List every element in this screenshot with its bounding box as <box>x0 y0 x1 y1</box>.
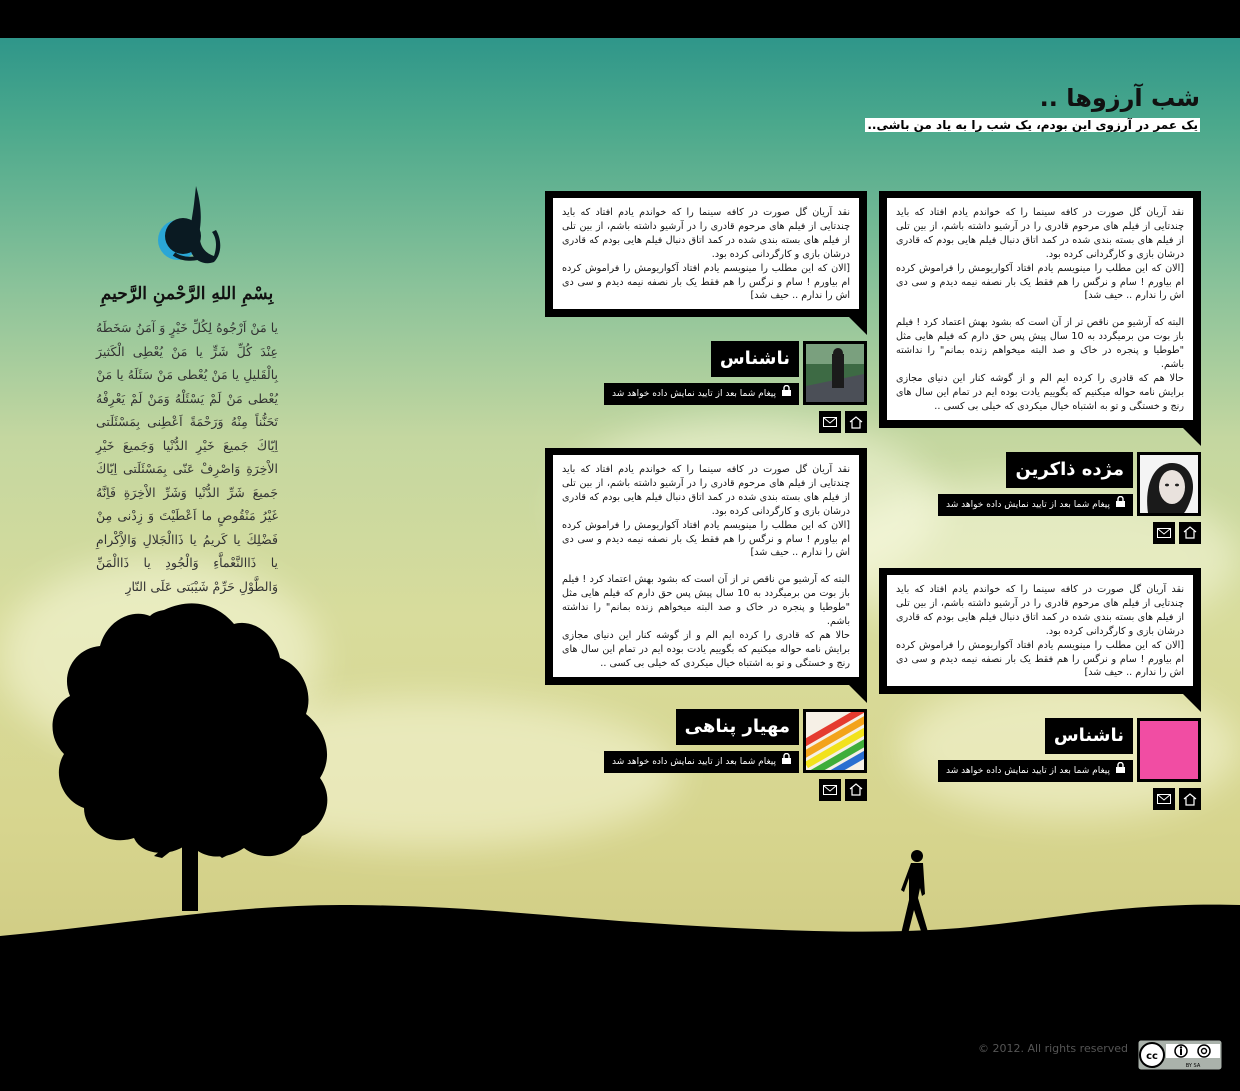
basmala-heading: بِسْمِ اللهِ الرَّحْمنِ الرَّحیمِ <box>100 284 274 304</box>
comment-actions <box>819 779 867 801</box>
comment-body <box>553 198 859 309</box>
notice-text: پیغام شما بعد از تایید نمایش داده خواهد شد <box>946 499 1110 510</box>
site-subtitle: یک عمر در آرزوی این بودم، یک شب را به یاد من باشی.. <box>867 118 1198 132</box>
comment-paragraph: حالا هم که قادری را کرده ایم الم و از گوشه کنار این دنیای مجازی برایش نامه حواله میکنیم که بگوییم یادت بوده ایم در تمام این سال های رنج و خستگی و تو به اشتباه خیال میکردی که خیلی بی کسی .. <box>896 372 1184 412</box>
comment-paragraph: نقد آریان گل صورت در کافه سینما را که خواندم یادم افتاد که باید چندتایی از فیلم های مرحوم قادری را در آرشیو داشته باشم، از بین تلی از فیلم های بسته بندی شده در کمد اتاق دنبال فیلم هایی بودم که قادری درشان بازی و کارگردانی کرده بود. <box>562 464 850 517</box>
comment-bubble <box>545 448 867 685</box>
creative-commons-badge[interactable] <box>1138 1040 1222 1070</box>
comment-paragraph: حالا هم که قادری را کرده ایم الم و از گوشه کنار این دنیای مجازی برایش نامه حواله میکنیم که بگوییم یادت بوده ایم در تمام این سال های رنج و خستگی و تو به اشتباه خیال میکردی که خیلی بی کسی .. <box>562 629 850 669</box>
comment-paragraph: [الان که این مطلب را مینویسم یادم افتاد آکواریومش را فراموش کرده ام بیاورم ! سام و نرگس را هم فقط یک بار نصفه نیمه دیدم و سی دی اش را ندارم .. حیف شد] <box>562 519 850 559</box>
comment-card <box>545 448 867 801</box>
avatar[interactable] <box>803 341 867 405</box>
lock-icon <box>1116 494 1125 516</box>
comment-bubble <box>879 568 1201 694</box>
avatar[interactable] <box>1137 718 1201 782</box>
moderation-notice <box>938 760 1133 782</box>
comment-bubble <box>545 191 867 317</box>
comment-actions <box>1153 522 1201 544</box>
comment-card <box>545 191 867 433</box>
comment-bubble <box>879 191 1201 428</box>
comment-actions <box>819 411 867 433</box>
bubble-tail <box>1183 428 1201 446</box>
comment-card <box>879 191 1201 544</box>
lock-icon <box>782 383 791 405</box>
comment-meta <box>879 718 1201 810</box>
author-name[interactable]: مهیار پناهی <box>676 709 799 745</box>
email-icon[interactable] <box>1153 788 1175 810</box>
moderation-notice <box>604 383 799 405</box>
bubble-tail <box>849 317 867 335</box>
home-icon[interactable] <box>1179 522 1201 544</box>
comment-body <box>553 455 859 677</box>
comment-body <box>887 198 1193 420</box>
notice-text: پیغام شما بعد از تایید نمایش داده خواهد شد <box>946 766 1110 777</box>
tree-silhouette <box>44 596 344 916</box>
avatar[interactable] <box>1137 452 1201 516</box>
site-title[interactable]: شب آرزوها .. <box>1039 84 1200 112</box>
prayer-text: یا مَنْ اَرْجُوهُ لِكُلِّ خَیْرٍ وَ آمَنُ سَخَطَهُ عِنْدَ كُلِّ شَرٍّ یا مَنْ یُعْطِی الْكَثیرَ بِالْقَلیلِ یا مَنْ یُعْطی مَنْ سَئَلَهُ یا مَنْ یُعْطی مَنْ لَمْ یَسْئَلْهُ وَمَنْ لَمْ یَعْرِفْهُ تَحَنُّناً مِنْهُ وَرَحْمَةً اَعْطِنی بِمَسْئَلَتی اِیّاكَ جَمیعَ خَیْرِ الدُّنْیا وَجَمیعَ خَیْرِ الاْخِرَةِ وَاصْرِفْ عَنّی بِمَسْئَلَتی اِیّاكَ جَمیعَ شَرِّ الدُّنْیا وَشَرِّ الاْخِرَةِ فَاِنَّهُ غَیْرُ مَنْقُوصٍ ما اَعْطَیْتَ وَ زِدْنی مِنْ فَضْلِكَ یا كَریمُ یا ذَاالْجَلالِ وَالاِْكْرامِ یا ذَاالنَّعْماَّءِ وَالْجُودِ یا ذَاالْمَنِّ وَالطَّوْلِ حَرِّمْ شَیْبَتی عَلَی النّارِ <box>96 320 278 594</box>
email-icon[interactable] <box>1153 522 1175 544</box>
bubble-tail <box>1183 694 1201 712</box>
comment-paragraph: نقد آریان گل صورت در کافه سینما را که خواندم یادم افتاد که باید چندتایی از فیلم های مرحوم قادری را در آرشیو داشته باشم، از بین تلی از فیلم های بسته بندی شده در کمد اتاق دنبال فیلم هایی بودم که قادری درشان بازی و کارگردانی کرده بود. <box>896 584 1184 637</box>
author-name[interactable]: ناشناس <box>1045 718 1133 754</box>
home-icon[interactable] <box>845 779 867 801</box>
comment-meta <box>545 341 867 433</box>
comment-meta <box>545 709 867 801</box>
license-label: BY SA <box>1185 1063 1201 1069</box>
comment-paragraph: نقد آریان گل صورت در کافه سینما را که خواندم یادم افتاد که باید چندتایی از فیلم های مرحوم قادری را در آرشیو داشته باشم، از بین تلی از فیلم های بسته بندی شده در کمد اتاق دنبال فیلم هایی بودم که قادری درشان بازی و کارگردانی کرده بود. <box>562 207 850 260</box>
moderation-notice <box>604 751 799 773</box>
notice-text: پیغام شما بعد از تایید نمایش داده خواهد شد <box>612 756 776 767</box>
author-name[interactable]: مژده ذاکرین <box>1006 452 1133 488</box>
calligraphy-logo <box>156 180 226 266</box>
comment-paragraph: نقد آریان گل صورت در کافه سینما را که خواندم یادم افتاد که باید چندتایی از فیلم های مرحوم قادری را در آرشیو داشته باشم، از بین تلی از فیلم های بسته بندی شده در کمد اتاق دنبال فیلم هایی بودم که قادری درشان بازی و کارگردانی کرده بود. <box>896 207 1184 260</box>
avatar[interactable] <box>803 709 867 773</box>
comment-paragraph: [الان که این مطلب را مینویسم یادم افتاد آکواریومش را فراموش کرده ام بیاورم ! سام و نرگس را هم فقط یک بار نصفه نیمه دیدم و سی دی اش را ندارم .. حیف شد] <box>562 262 850 302</box>
lock-icon <box>782 751 791 773</box>
comment-meta <box>879 452 1201 544</box>
comment-paragraph: البته که آرشیو من ناقص تر از آن است که بشود بهش اعتماد کرد ! فیلم باز بوت من برمیگردد به 10 سال پیش پس حق دارم که فیلم هایی مثل "طوطیا و پنجره در خاک و صد البته میخواهم زنده بمانم" را نداشته باشم. <box>562 574 850 628</box>
home-icon[interactable] <box>1179 788 1201 810</box>
home-icon[interactable] <box>845 411 867 433</box>
email-icon[interactable] <box>819 411 841 433</box>
comment-actions <box>1153 788 1201 810</box>
notice-text: پیغام شما بعد از تایید نمایش داده خواهد شد <box>612 389 776 400</box>
comment-paragraph: [الان که این مطلب را مینویسم یادم افتاد آکواریومش را فراموش کرده ام بیاورم ! سام و نرگس را هم فقط یک بار نصفه نیمه دیدم و سی دی اش را ندارم .. حیف شد] <box>896 639 1184 679</box>
author-name[interactable]: ناشناس <box>711 341 799 377</box>
comment-paragraph: البته که آرشیو من ناقص تر از آن است که بشود بهش اعتماد کرد ! فیلم باز بوت من برمیگردد به 10 سال پیش پس حق دارم که فیلم هایی مثل "طوطیا و پنجره در خاک و صد البته میخواهم زنده بمانم" را نداشته باشم. <box>896 317 1184 371</box>
svg-text:cc: cc <box>1146 1051 1158 1062</box>
moderation-notice <box>938 494 1133 516</box>
lock-icon <box>1116 760 1125 782</box>
email-icon[interactable] <box>819 779 841 801</box>
comment-body <box>887 575 1193 686</box>
copyright-text: © 2012. All rights reserved <box>977 1042 1128 1055</box>
comment-paragraph: [الان که این مطلب را مینویسم یادم افتاد آکواریومش را فراموش کرده ام بیاورم ! سام و نرگس را هم فقط یک بار نصفه نیمه دیدم و سی دی اش را ندارم .. حیف شد] <box>896 262 1184 302</box>
bubble-tail <box>849 685 867 703</box>
walking-man-silhouette <box>898 848 940 940</box>
comment-card <box>879 568 1201 810</box>
